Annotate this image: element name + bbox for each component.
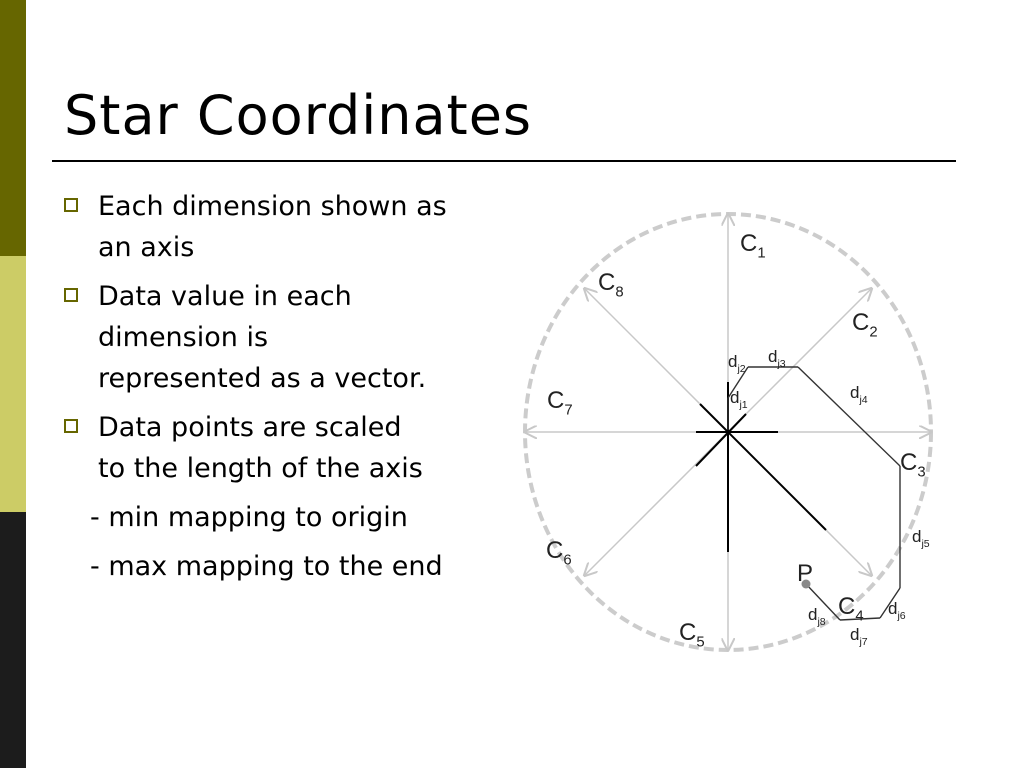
vector-label-dj2: $d_{j2}$: [728, 352, 746, 375]
vector-label-dj3: $d_{j3}$: [768, 347, 786, 370]
axis-label-c2: $C_2$: [852, 309, 878, 341]
bullet-text: Data value in each dimension is represented as a vector.: [98, 281, 427, 394]
origin-star-stroke: [700, 404, 826, 530]
axis-label-c1: $C_1$: [740, 230, 766, 262]
slide-title: Star Coordinates: [64, 84, 533, 147]
sub-point-max: - max mapping to the end: [90, 551, 443, 582]
axis-label-c4: $C_4$: [838, 593, 864, 625]
axis-label-c8: $C_8$: [598, 269, 624, 301]
vector-label-dj1: $d_{j1}$: [730, 388, 748, 411]
axis-label-c5: $C_5$: [679, 619, 705, 651]
vector-label-dj5: $d_{j5}$: [912, 527, 930, 550]
vector-segment-dj4: [798, 367, 900, 466]
axis-label-c3: $C_3$: [900, 449, 926, 481]
origin-star-stroke: [696, 414, 746, 466]
vector-label-dj6: $d_{j6}$: [888, 599, 906, 622]
axis-label-c6: $C_6$: [546, 537, 572, 569]
bullet-text: Data points are scaled to the length of the axis: [98, 412, 423, 484]
point-label-p: P: [797, 560, 814, 587]
axis-label-c7: $C_7$: [547, 387, 573, 419]
vector-label-dj8: $d_{j8}$: [808, 605, 826, 628]
axis-line-c6: [585, 432, 729, 576]
bullet-text: Each dimension shown as an axis: [98, 191, 447, 263]
vector-label-dj7: $d_{j7}$: [850, 625, 868, 648]
axis-line-c2: [728, 289, 872, 433]
vector-label-dj4: $d_{j4}$: [850, 383, 868, 406]
sub-point-min: - min mapping to origin: [90, 502, 408, 533]
